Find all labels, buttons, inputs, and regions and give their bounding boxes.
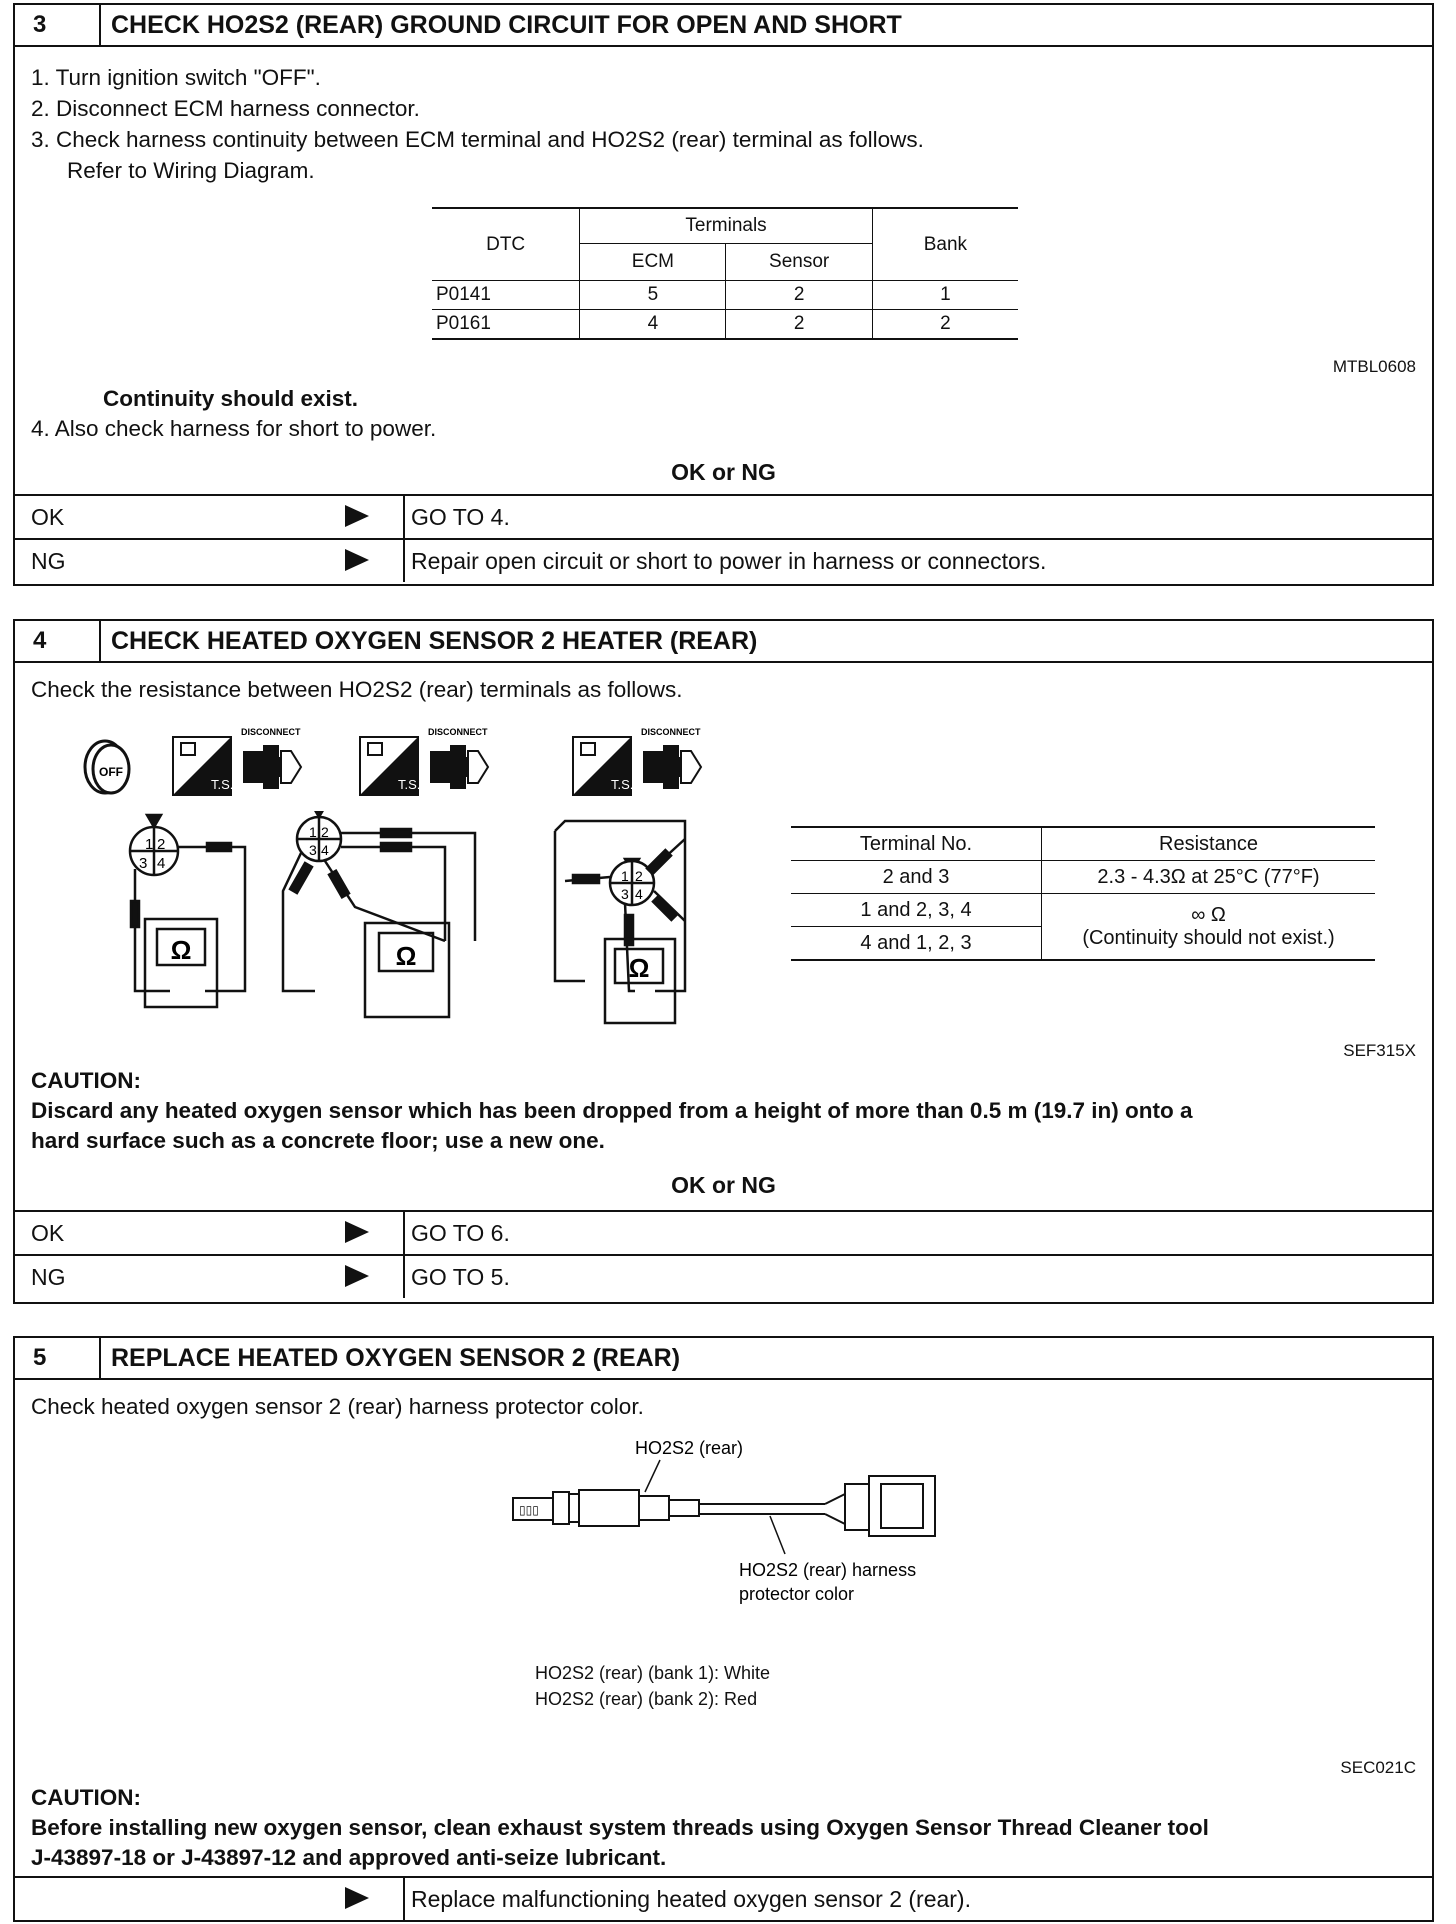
ok-or-ng-label: OK or NG <box>671 1172 776 1198</box>
sensor-body-icon <box>513 1476 935 1536</box>
ohm-icon: Ω <box>628 953 650 983</box>
step-number: 3 <box>15 5 101 45</box>
result-row-ng <box>15 1254 1432 1298</box>
svg-text:HO2S2 (rear): HO2S2 (rear) <box>635 1438 744 1458</box>
dtc-terminal-table <box>432 207 1018 340</box>
step-number: 4 <box>15 621 101 661</box>
table-header: Terminal No. <box>791 827 1042 861</box>
table-header: ECM <box>580 244 726 281</box>
table-row: 2 and 3 2.3 - 4.3Ω at 25°C (77°F) <box>791 861 1375 894</box>
result-label: OK <box>31 504 65 530</box>
resistance-table <box>791 826 1375 961</box>
result-action: GO TO 5. <box>411 1264 510 1290</box>
ohm-icon: Ω <box>395 941 417 971</box>
step-line: 1. Turn ignition switch "OFF". <box>31 65 321 90</box>
svg-text:2: 2 <box>321 824 329 840</box>
ok-or-ng-label: OK or NG <box>671 459 776 485</box>
section-header <box>15 1338 1432 1380</box>
arrow-right-icon <box>345 1265 369 1287</box>
svg-text:1: 1 <box>621 868 629 884</box>
ts-disconnect-icon <box>173 727 301 795</box>
step-line: 2. Disconnect ECM harness connector. <box>31 96 420 121</box>
section-3 <box>13 3 1434 586</box>
result-label: OK <box>31 1220 65 1246</box>
section-5 <box>13 1336 1434 1922</box>
oxygen-sensor-diagram <box>485 1434 985 1604</box>
svg-text:3: 3 <box>309 842 317 858</box>
caution-text: Discard any heated oxygen sensor which has been dropped from a height of more than 0.5 m (19.7 in) onto a <box>31 1098 1193 1123</box>
arrow-right-icon <box>345 505 369 527</box>
step-line: 4. Also check harness for short to power. <box>31 416 437 441</box>
svg-text:DISCONNECT: DISCONNECT <box>641 727 701 737</box>
svg-text:4: 4 <box>321 842 329 858</box>
result-action: GO TO 4. <box>411 504 510 530</box>
section-header <box>15 5 1432 47</box>
table-header: Terminals <box>580 208 872 244</box>
table-header: Bank <box>872 208 1018 281</box>
step-number: 5 <box>15 1338 101 1378</box>
svg-text:2: 2 <box>635 868 643 884</box>
caution-text: hard surface such as a concrete floor; use a new one. <box>31 1128 605 1153</box>
result-label: NG <box>31 548 66 574</box>
svg-text:4: 4 <box>635 886 643 902</box>
ohmmeter-setup-3 <box>555 821 685 1023</box>
caution-text: J-43897-18 or J-43897-12 and approved anti-seize lubricant. <box>31 1845 667 1870</box>
result-row-ok <box>15 494 1432 538</box>
table-header: DTC <box>432 208 580 281</box>
result-row <box>15 1876 1432 1920</box>
table-header: Sensor <box>726 244 872 281</box>
svg-text:2: 2 <box>157 836 166 853</box>
section-4 <box>13 619 1434 1304</box>
continuity-note: Continuity should exist. <box>103 386 359 411</box>
section-title: CHECK HEATED OXYGEN SENSOR 2 HEATER (REAR) <box>111 626 758 655</box>
arrow-right-icon <box>345 549 369 571</box>
step-line: 3. Check harness continuity between ECM terminal and HO2S2 (rear) terminal as follows. <box>31 127 924 152</box>
result-action: GO TO 6. <box>411 1220 510 1246</box>
table-row: 4 and 1, 2, 3 <box>791 927 1375 961</box>
svg-text:1: 1 <box>145 836 154 853</box>
intro-text: Check heated oxygen sensor 2 (rear) harness protector color. <box>31 1394 644 1419</box>
caution-title: CAUTION: <box>31 1068 141 1093</box>
resistance-measurement-diagram <box>115 811 795 1066</box>
figure-code: MTBL0608 <box>1332 357 1416 376</box>
svg-text:T.S.: T.S. <box>211 777 234 792</box>
svg-text:DISCONNECT: DISCONNECT <box>428 727 488 737</box>
table-row: P0141 5 2 1 <box>432 281 1018 310</box>
result-label: NG <box>31 1264 66 1290</box>
svg-text:4: 4 <box>157 855 166 872</box>
svg-text:3: 3 <box>621 886 629 902</box>
svg-text:T.S.: T.S. <box>611 777 634 792</box>
table-row: 1 and 2, 3, 4 ∞ Ω (Continuity should not exist.) <box>791 894 1375 927</box>
section-header <box>15 621 1432 663</box>
svg-text:T.S.: T.S. <box>398 777 421 792</box>
ignition-off-icon <box>85 741 129 793</box>
bank1-color: HO2S2 (rear) (bank 1): White <box>535 1663 771 1683</box>
step-line: Refer to Wiring Diagram. <box>67 158 315 183</box>
svg-text:OFF: OFF <box>99 765 123 779</box>
svg-text:protector color: protector color <box>739 1584 855 1604</box>
svg-text:DISCONNECT: DISCONNECT <box>241 727 301 737</box>
svg-text:▯▯▯: ▯▯▯ <box>519 1503 539 1517</box>
result-row-ng <box>15 538 1432 582</box>
result-action: Replace malfunctioning heated oxygen sensor 2 (rear). <box>411 1886 971 1912</box>
result-action: Repair open circuit or short to power in harness or connectors. <box>411 548 1047 574</box>
result-row-ok <box>15 1210 1432 1254</box>
section-title: REPLACE HEATED OXYGEN SENSOR 2 (REAR) <box>111 1343 681 1372</box>
figure-code: SEF315X <box>1343 1041 1416 1060</box>
intro-text: Check the resistance between HO2S2 (rear) terminals as follows. <box>31 677 683 702</box>
table-header: Resistance <box>1042 827 1376 861</box>
arrow-right-icon <box>345 1221 369 1243</box>
svg-text:3: 3 <box>139 855 148 872</box>
ts-disconnect-icon <box>360 727 488 795</box>
figure-code: SEC021C <box>1340 1758 1416 1777</box>
arrow-right-icon <box>345 1887 369 1909</box>
bank2-color: HO2S2 (rear) (bank 2): Red <box>535 1689 758 1709</box>
caution-title: CAUTION: <box>31 1785 141 1810</box>
svg-text:HO2S2 (rear) harness: HO2S2 (rear) harness <box>739 1560 917 1580</box>
ohm-icon: Ω <box>170 935 192 965</box>
ts-disconnect-icon <box>573 727 701 795</box>
svg-text:1: 1 <box>309 824 317 840</box>
caution-text: Before installing new oxygen sensor, clean exhaust system threads using Oxygen Sensor Thread Cleaner tool <box>31 1815 1209 1840</box>
instruction-icons <box>55 721 755 821</box>
section-title: CHECK HO2S2 (REAR) GROUND CIRCUIT FOR OPEN AND SHORT <box>111 10 902 39</box>
table-row: P0161 4 2 2 <box>432 310 1018 340</box>
